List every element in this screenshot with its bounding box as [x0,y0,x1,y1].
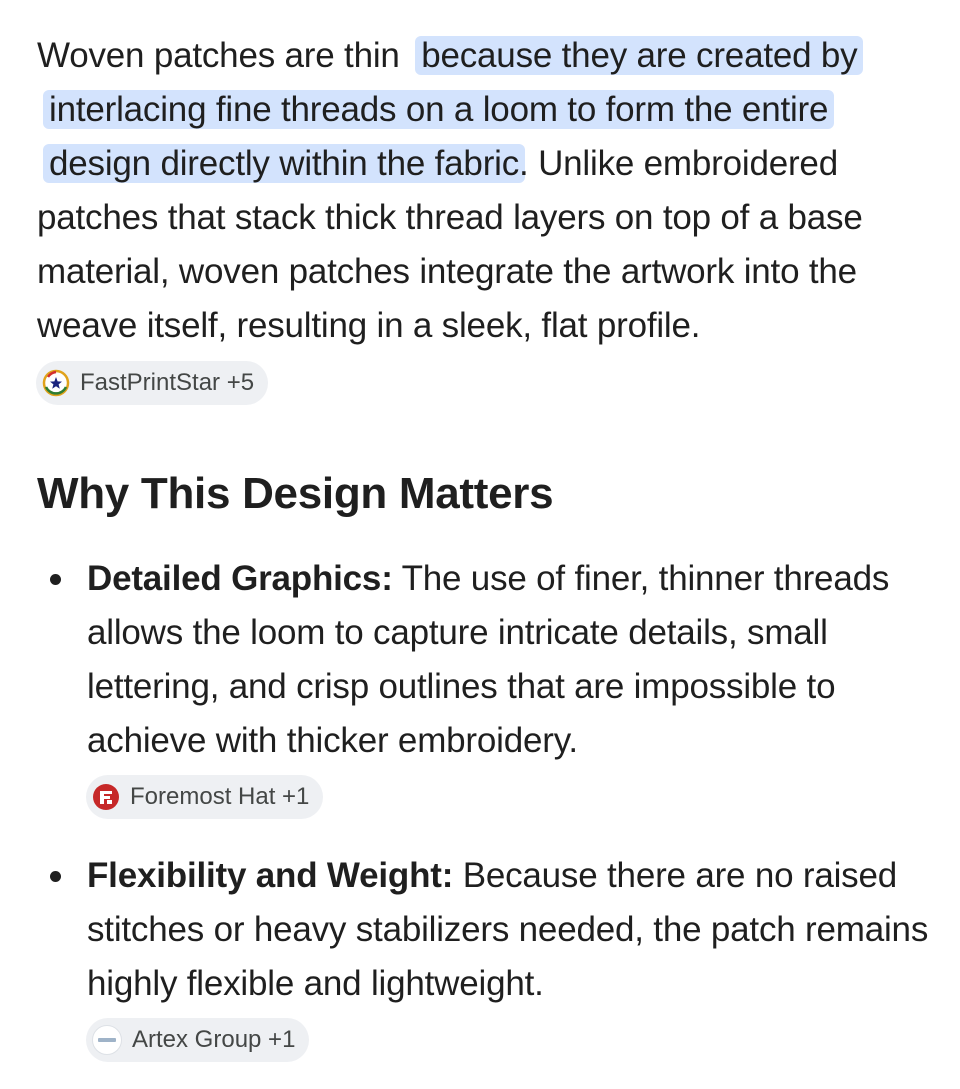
bullet-dot [50,574,61,585]
foremost-hat-favicon [92,783,120,811]
list-item-flexibility [87,849,937,1011]
list-item-text: The use of finer, thinner threads allows the loom to capture intricate details, small lettering, and crisp outlines that are impossible to achieve with thicker embroidery. [87,559,890,760]
intro-tail: . Unlike embroidered patches that stack thick thread layers on top of a base material, woven patches integrate the artwork into the weave itself, resulting in a sleek, flat profile. [37,144,863,345]
source-chip-label: Artex Group +1 [132,1026,296,1053]
list-item-detailed-graphics [87,552,937,768]
bullet-dot [50,871,61,882]
intro-lead: Woven patches are thin [37,36,410,75]
intro-paragraph [37,29,917,353]
source-chip-foremost-hat[interactable] [86,775,323,819]
source-chip-label: Foremost Hat +1 [130,783,310,810]
cited-highlight[interactable]: because they are created by interlacing fine threads on a loom to form the entire design directly within the fabric [43,36,863,183]
source-chip-label: FastPrintStar +5 [80,369,255,396]
fastprintstar-favicon [42,369,70,397]
source-chip-fastprintstar[interactable] [36,361,268,405]
list-item-text: Because there are no raised stitches or heavy stabilizers needed, the patch remains highly flexible and lightweight. [87,856,929,1003]
artex-group-favicon [92,1025,122,1055]
source-chip-artex-group[interactable] [86,1018,309,1062]
section-heading: Why This Design Matters [37,469,554,518]
list-item-heading: Detailed Graphics: [87,559,393,598]
list-item-heading: Flexibility and Weight: [87,856,454,895]
